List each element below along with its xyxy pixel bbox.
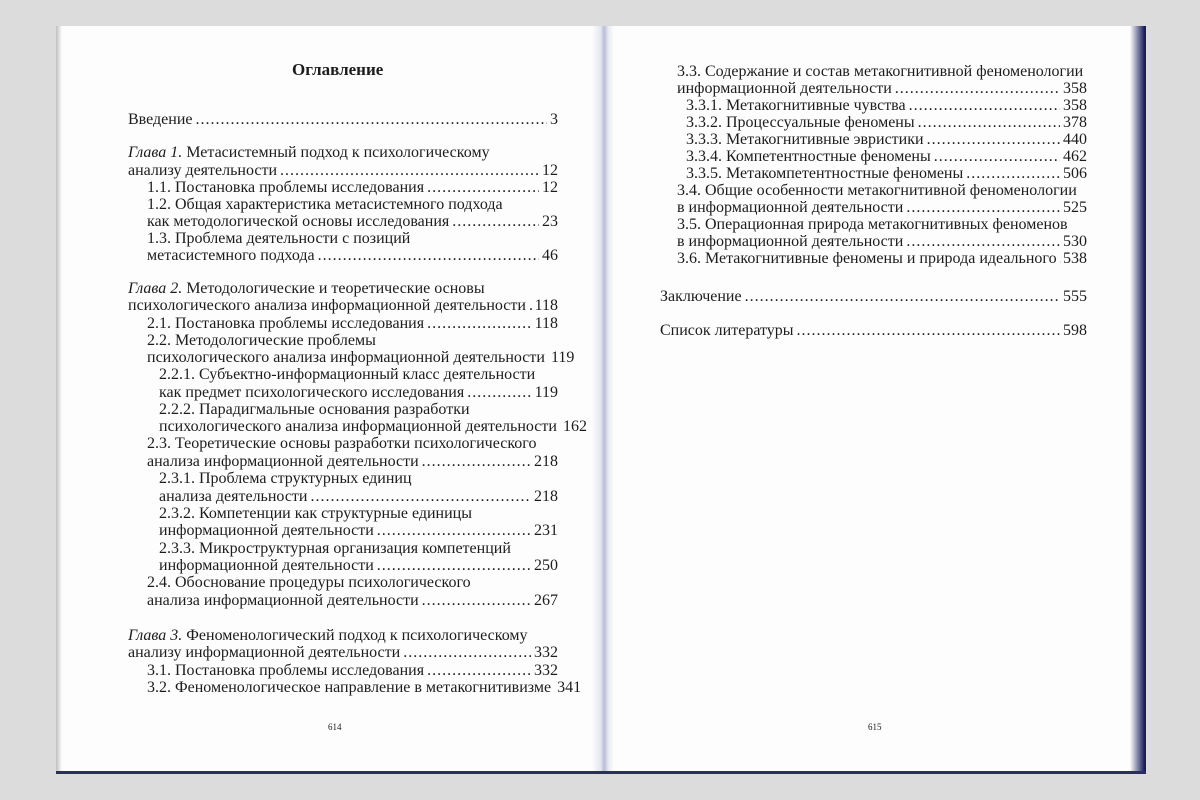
- toc-section-2-3-2-title: 2.3.2. Компетенции как структурные единицы: [159, 505, 472, 522]
- toc-section-3-6: 3.6. Метакогнитивные феномены и природа идеального ..... 538: [677, 250, 1087, 268]
- toc-section-3-3: информационной деятельности ..... 358: [677, 80, 1087, 98]
- toc-section-3-1: 3.1. Постановка проблемы исследования ..... 332: [147, 662, 558, 680]
- toc-section-3-4-title: 3.4. Общие особенности метакогнитивной феноменологии: [677, 182, 1077, 199]
- toc-title: Оглавление: [292, 60, 384, 79]
- toc-section-3-5: в информационной деятельности ..... 530: [677, 233, 1087, 251]
- toc-entry-intro: Введение ..... 3: [128, 111, 558, 129]
- toc-section-2-2-1: как предмет психологического исследования ..... 119: [159, 384, 558, 402]
- toc-chapter-3: анализу информационной деятельности ..... 332: [128, 644, 558, 662]
- toc-section-3-3-title: 3.3. Содержание и состав метакогнитивной феноменологии: [677, 63, 1084, 80]
- toc-chapter-3-title: Глава 3. Феноменологический подход к психологическому: [128, 627, 528, 644]
- toc-section-1-2-title: 1.2. Общая характеристика метасистемного подхода: [147, 196, 503, 213]
- toc-section-2-3: анализа информационной деятельности ..... 218: [147, 453, 558, 471]
- toc-section-3-4: в информационной деятельности ..... 525: [677, 199, 1087, 217]
- toc-section-2-4: анализа информационной деятельности ..... 267: [147, 592, 558, 610]
- toc-section-2-2-title: 2.2. Методологические проблемы: [147, 332, 376, 349]
- page-edge-shadow: [56, 26, 62, 774]
- toc-chapter-2: психологического анализа информационной деятельности ..... 118: [128, 297, 558, 315]
- toc-entry-conclusion: Заключение ..... 555: [660, 288, 1087, 306]
- toc-section-1-2: как методологической основы исследования ..... 23: [147, 213, 558, 231]
- toc-section-2-4-title: 2.4. Обоснование процедуры психологического: [147, 574, 471, 591]
- toc-section-2-3-3-title: 2.3.3. Микроструктурная организация компетенций: [159, 540, 511, 557]
- toc-section-2-2-2-title: 2.2.2. Парадигмальные основания разработки: [159, 401, 470, 418]
- toc-section-1-3-title: 1.3. Проблема деятельности с позиций: [147, 230, 411, 247]
- toc-chapter-1-title: Глава 1. Метасистемный подход к психологическому: [128, 144, 490, 161]
- toc-section-3-3-1: 3.3.1. Метакогнитивные чувства ..... 358: [686, 97, 1087, 115]
- toc-section-1-1: 1.1. Постановка проблемы исследования ..... 12: [147, 179, 558, 197]
- toc-chapter-2-title: Глава 2. Методологические и теоретические основы: [128, 280, 485, 297]
- toc-section-2-3-1: анализа деятельности ..... 218: [159, 488, 558, 506]
- toc-section-2-3-2: информационной деятельности ..... 231: [159, 522, 558, 540]
- toc-section-1-3: метасистемного подхода ..... 46: [147, 247, 558, 265]
- toc-section-2-2-2: психологического анализа информационной деятельности 162: [159, 418, 587, 435]
- toc-section-3-3-5: 3.3.5. Метакомпетентностные феномены ..... 506: [686, 165, 1087, 183]
- book-cover-edge: [1130, 26, 1146, 774]
- toc-section-2-3-3: информационной деятельности ..... 250: [159, 557, 558, 575]
- toc-section-2-2-1-title: 2.2.1. Субъектно-информационный класс деятельности: [159, 366, 536, 383]
- toc-section-2-1: 2.1. Постановка проблемы исследования ..... 118: [147, 315, 558, 333]
- page-number-right: 615: [868, 722, 882, 732]
- toc-section-3-3-4: 3.3.4. Компетентностные феномены ..... 462: [686, 148, 1087, 166]
- toc-section-2-3-1-title: 2.3.1. Проблема структурных единиц: [159, 470, 412, 487]
- book-bottom-edge: [56, 771, 1146, 774]
- toc-section-2-2: психологического анализа информационной деятельности 119: [147, 349, 575, 366]
- toc-entry-references: Список литературы ..... 598: [660, 322, 1087, 340]
- book-gutter: [592, 26, 614, 774]
- toc-section-3-3-3: 3.3.3. Метакогнитивные эвристики ..... 440: [686, 131, 1087, 149]
- toc-section-3-2: 3.2. Феноменологическое направление в метакогнитивизме 341: [147, 679, 582, 696]
- toc-chapter-1: анализу деятельности ..... 12: [128, 162, 558, 180]
- toc-section-3-5-title: 3.5. Операционная природа метакогнитивных феноменов: [677, 216, 1068, 233]
- page-number-left: 614: [328, 722, 342, 732]
- toc-section-2-3-title: 2.3. Теоретические основы разработки психологического: [147, 435, 537, 452]
- toc-section-3-3-2: 3.3.2. Процессуальные феномены ..... 378: [686, 114, 1087, 132]
